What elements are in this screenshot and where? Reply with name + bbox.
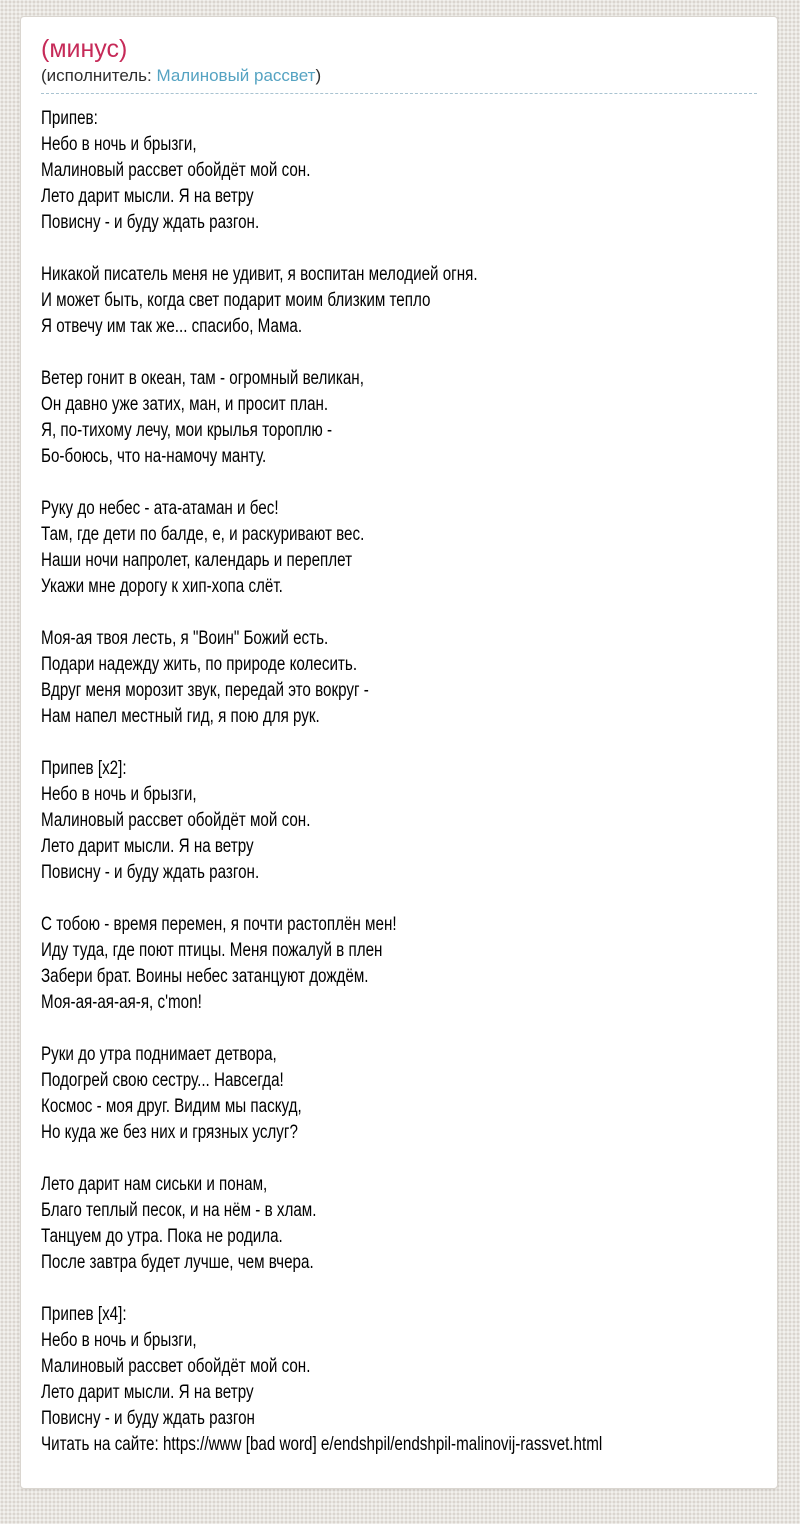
- song-title: (минус): [41, 35, 128, 63]
- lyric-line: Припев:: [41, 108, 98, 130]
- lyric-line: Лето дарит мысли. Я на ветру: [41, 836, 254, 858]
- lyric-line: Небо в ночь и брызги,: [41, 784, 197, 806]
- lyric-line: Подогрей свою сестру... Навсегда!: [41, 1070, 284, 1092]
- lyric-line: С тобою - время перемен, я почти растоплён мен!: [41, 914, 397, 936]
- lyric-line: Танцуем до утра. Пока не родила.: [41, 1226, 283, 1248]
- lyric-line: Небо в ночь и брызги,: [41, 134, 197, 156]
- lyric-line: Руки до утра поднимает детвора,: [41, 1044, 277, 1066]
- lyric-line: Ветер гонит в океан, там - огромный великан,: [41, 368, 364, 390]
- lyric-line: После завтра будет лучше, чем вчера.: [41, 1252, 314, 1274]
- lyrics-card: [20, 16, 778, 1489]
- stanza: [41, 366, 793, 470]
- lyric-line: Малиновый рассвет обойдёт мой сон.: [41, 810, 311, 832]
- stanza: [41, 1172, 793, 1276]
- header: [41, 37, 757, 94]
- artist-line: [41, 66, 757, 86]
- lyric-line: Небо в ночь и брызги,: [41, 1330, 197, 1352]
- lyric-line: Припев [x2]:: [41, 758, 127, 780]
- lyric-line: И может быть, когда свет подарит моим близким тепло: [41, 290, 431, 312]
- stanza: [41, 626, 793, 730]
- read-on-site-line: Читать на сайте: https://www [bad word] e/endshpil/endshpil-malinovij-rassvet.html: [41, 1434, 603, 1456]
- lyric-line: Малиновый рассвет обойдёт мой сон.: [41, 1356, 311, 1378]
- lyric-line: Малиновый рассвет обойдёт мой сон.: [41, 160, 311, 182]
- lyric-line: Моя-ая твоя лесть, я "Воин" Божий есть.: [41, 628, 329, 650]
- artist-close-paren: ): [315, 66, 322, 85]
- lyric-line: Я, по-тихому лечу, мои крылья тороплю -: [41, 420, 333, 442]
- lyric-line: Подари надежду жить, по природе колесить.: [41, 654, 358, 676]
- stanza: [41, 1302, 793, 1432]
- lyric-line: Космос - моя друг. Видим мы паскуд,: [41, 1096, 302, 1118]
- lyric-line: Я отвечу им так же... спасибо, Мама.: [41, 316, 303, 338]
- stanza: [41, 496, 793, 600]
- lyric-line: Моя-ая-ая-ая-я, c'mon!: [41, 992, 202, 1014]
- lyric-line: Нам напел местный гид, я пою для рук.: [41, 706, 320, 728]
- lyric-line: Припев [x4]:: [41, 1304, 127, 1326]
- stanza: [41, 262, 793, 340]
- lyric-line: Там, где дети по балде, е, и раскуривают вес.: [41, 524, 365, 546]
- lyric-line: Лето дарит нам сиськи и понам,: [41, 1174, 268, 1196]
- lyric-line: Бо-боюсь, что на-намочу манту.: [41, 446, 267, 468]
- lyric-line: Никакой писатель меня не удивит, я воспитан мелодией огня.: [41, 264, 478, 286]
- lyric-line: Забери брат. Воины небес затанцуют дождём.: [41, 966, 369, 988]
- stanza: [41, 912, 793, 1016]
- lyrics-block: [41, 106, 793, 1458]
- stanza: [41, 756, 793, 886]
- lyric-line: Руку до небес - ата-атаман и бес!: [41, 498, 279, 520]
- lyric-line: Повисну - и буду ждать разгон.: [41, 862, 260, 884]
- lyric-line: Повисну - и буду ждать разгон: [41, 1408, 255, 1430]
- artist-label: (исполнитель:: [41, 66, 157, 85]
- artist-link[interactable]: Малиновый рассвет: [156, 66, 316, 85]
- stanza: [41, 106, 793, 236]
- lyric-line: Повисну - и буду ждать разгон.: [41, 212, 260, 234]
- lyrics-text: [41, 106, 793, 1432]
- lyric-line: Наши ночи напролет, календарь и переплет: [41, 550, 353, 572]
- lyric-line: Он давно уже затих, ман, и просит план.: [41, 394, 329, 416]
- lyric-line: Вдруг меня морозит звук, передай это вокруг -: [41, 680, 369, 702]
- stanza: [41, 1042, 793, 1146]
- lyric-line: Благо теплый песок, и на нём - в хлам.: [41, 1200, 317, 1222]
- lyric-line: Но куда же без них и грязных услуг?: [41, 1122, 298, 1144]
- lyric-line: Иду туда, где поют птицы. Меня пожалуй в плен: [41, 940, 383, 962]
- lyric-line: Лето дарит мысли. Я на ветру: [41, 186, 254, 208]
- lyric-line: Лето дарит мысли. Я на ветру: [41, 1382, 254, 1404]
- lyric-line: Укажи мне дорогу к хип-хопа слёт.: [41, 576, 283, 598]
